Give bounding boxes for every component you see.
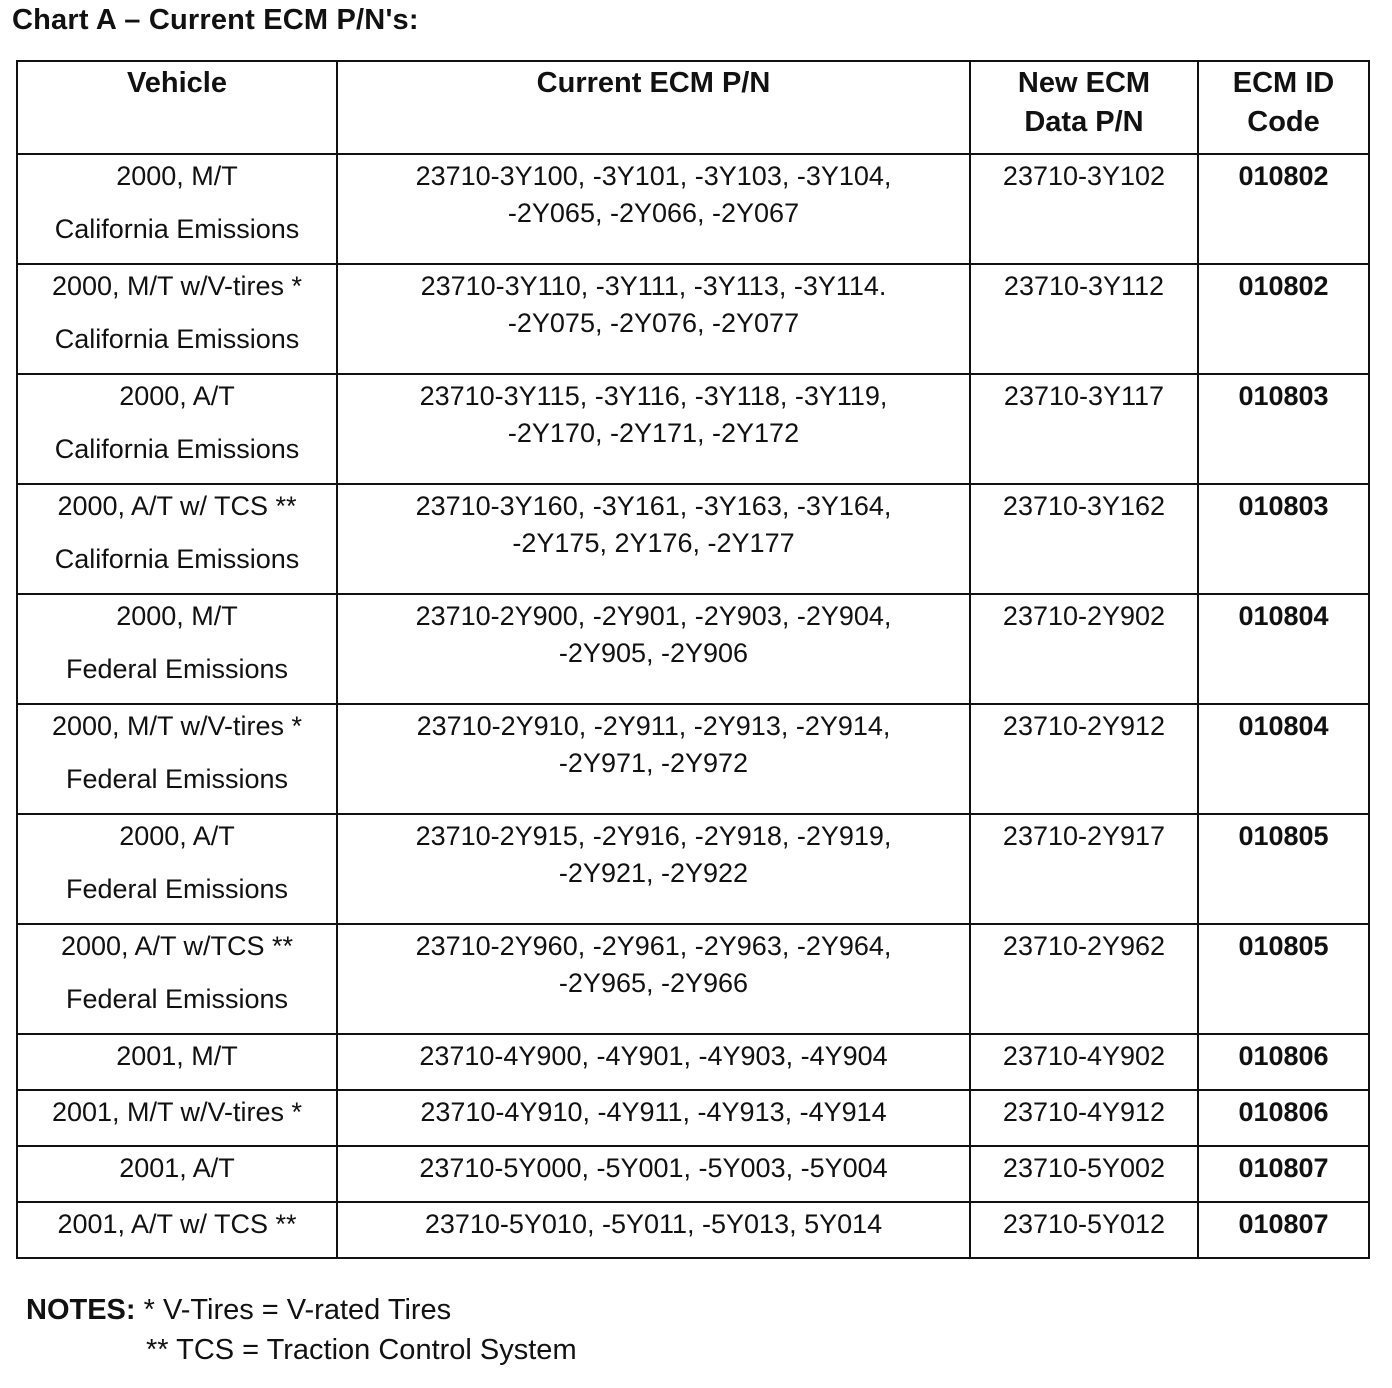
table-row (17, 1034, 1369, 1090)
new-pn-cell: 23710-3Y102 (970, 154, 1198, 264)
ecm-part-number-table (16, 60, 1370, 1259)
id-code-cell: 010802 (1198, 154, 1369, 264)
vehicle-cell: 2001, A/T w/ TCS ** (17, 1202, 337, 1258)
new-pn-cell: 23710-2Y902 (970, 594, 1198, 704)
header-new-line1: New ECM (1017, 67, 1151, 99)
table-row (17, 264, 1369, 374)
current-pn-line2: -2Y965, -2Y966 (558, 968, 749, 998)
current-pn-cell (337, 374, 970, 484)
current-pn-cell: 23710-4Y910, -4Y911, -4Y913, -4Y914 (337, 1090, 970, 1146)
vehicle-line2: California Emissions (54, 434, 300, 464)
vehicle-cell (17, 484, 337, 594)
table-row (17, 484, 1369, 594)
new-pn-cell: 23710-5Y012 (970, 1202, 1198, 1258)
current-pn-line1: 23710-3Y110, -3Y111, -3Y113, -3Y114. (420, 271, 887, 301)
table-row (17, 704, 1369, 814)
notes-line-1 (26, 1290, 577, 1330)
current-pn-cell (337, 814, 970, 924)
header-current-ecm-pn-label: Current ECM P/N (536, 67, 771, 99)
current-pn-line2: -2Y065, -2Y066, -2Y067 (507, 198, 800, 228)
table-row (17, 1202, 1369, 1258)
vehicle-cell: 2001, A/T (17, 1146, 337, 1202)
vehicle-line2: Federal Emissions (65, 984, 289, 1014)
current-pn-cell (337, 704, 970, 814)
header-id-line1: ECM ID (1232, 67, 1335, 99)
current-pn-cell (337, 484, 970, 594)
vehicle-line1: 2000, A/T (119, 381, 235, 411)
table-header-row (17, 61, 1369, 154)
header-current-ecm-pn (337, 61, 970, 154)
new-pn-cell: 23710-4Y902 (970, 1034, 1198, 1090)
current-pn-cell (337, 264, 970, 374)
id-code-cell: 010806 (1198, 1090, 1369, 1146)
current-pn-line1: 23710-2Y960, -2Y961, -2Y963, -2Y964, (415, 931, 892, 961)
current-pn-cell: 23710-5Y000, -5Y001, -5Y003, -5Y004 (337, 1146, 970, 1202)
vehicle-line2: California Emissions (54, 544, 300, 574)
current-pn-line2: -2Y175, 2Y176, -2Y177 (512, 528, 795, 558)
vehicle-cell (17, 814, 337, 924)
notes-section (26, 1290, 577, 1370)
vehicle-line1: 2000, M/T w/V-tires * (51, 711, 303, 741)
new-pn-cell: 23710-3Y117 (970, 374, 1198, 484)
vehicle-line2: Federal Emissions (65, 654, 289, 684)
vehicle-line2: Federal Emissions (65, 764, 289, 794)
current-pn-cell (337, 594, 970, 704)
header-vehicle (17, 61, 337, 154)
header-new-ecm-data-pn (970, 61, 1198, 154)
vehicle-line1: 2000, M/T (116, 161, 238, 191)
header-new-line2: Data P/N (1024, 106, 1144, 138)
id-code-cell: 010805 (1198, 814, 1369, 924)
current-pn-line1: 23710-3Y160, -3Y161, -3Y163, -3Y164, (415, 491, 892, 521)
vehicle-cell (17, 374, 337, 484)
id-code-cell: 010807 (1198, 1146, 1369, 1202)
vehicle-line1: 2000, M/T w/V-tires * (51, 271, 303, 301)
table-row (17, 1146, 1369, 1202)
current-pn-line2: -2Y075, -2Y076, -2Y077 (507, 308, 800, 338)
header-vehicle-label: Vehicle (127, 67, 227, 99)
current-pn-line1: 23710-2Y915, -2Y916, -2Y918, -2Y919, (415, 821, 892, 851)
id-code-cell: 010804 (1198, 704, 1369, 814)
vehicle-line1: 2000, M/T (116, 601, 238, 631)
new-pn-cell: 23710-2Y962 (970, 924, 1198, 1034)
vehicle-line1: 2000, A/T w/TCS ** (60, 931, 294, 961)
id-code-cell: 010805 (1198, 924, 1369, 1034)
current-pn-line1: 23710-2Y900, -2Y901, -2Y903, -2Y904, (415, 601, 892, 631)
table-row (17, 374, 1369, 484)
new-pn-cell: 23710-3Y162 (970, 484, 1198, 594)
header-ecm-id-code (1198, 61, 1369, 154)
vehicle-cell (17, 594, 337, 704)
id-code-cell: 010802 (1198, 264, 1369, 374)
vehicle-cell (17, 924, 337, 1034)
chart-title: Chart A – Current ECM P/N's: (12, 4, 419, 36)
new-pn-cell: 23710-4Y912 (970, 1090, 1198, 1146)
current-pn-line2: -2Y905, -2Y906 (558, 638, 749, 668)
vehicle-cell (17, 154, 337, 264)
vehicle-line2: California Emissions (54, 324, 300, 354)
header-id-line2: Code (1247, 106, 1320, 138)
current-pn-line2: -2Y971, -2Y972 (558, 748, 749, 778)
new-pn-cell: 23710-5Y002 (970, 1146, 1198, 1202)
current-pn-cell (337, 924, 970, 1034)
table-row (17, 924, 1369, 1034)
id-code-cell: 010806 (1198, 1034, 1369, 1090)
current-pn-line2: -2Y921, -2Y922 (558, 858, 749, 888)
current-pn-line2: -2Y170, -2Y171, -2Y172 (507, 418, 800, 448)
current-pn-line1: 23710-3Y100, -3Y101, -3Y103, -3Y104, (415, 161, 892, 191)
current-pn-cell: 23710-4Y900, -4Y901, -4Y903, -4Y904 (337, 1034, 970, 1090)
note-tcs: ** TCS = Traction Control System (146, 1334, 577, 1366)
table-row (17, 594, 1369, 704)
vehicle-cell (17, 704, 337, 814)
vehicle-line2: Federal Emissions (65, 874, 289, 904)
vehicle-line2: California Emissions (54, 214, 300, 244)
new-pn-cell: 23710-3Y112 (970, 264, 1198, 374)
id-code-cell: 010807 (1198, 1202, 1369, 1258)
new-pn-cell: 23710-2Y917 (970, 814, 1198, 924)
current-pn-cell (337, 154, 970, 264)
vehicle-cell: 2001, M/T (17, 1034, 337, 1090)
notes-label: NOTES: (26, 1294, 136, 1326)
table-row (17, 814, 1369, 924)
vehicle-line1: 2000, A/T (119, 821, 235, 851)
current-pn-line1: 23710-3Y115, -3Y116, -3Y118, -3Y119, (419, 381, 888, 411)
table-row (17, 154, 1369, 264)
vehicle-cell: 2001, M/T w/V-tires * (17, 1090, 337, 1146)
table-row (17, 1090, 1369, 1146)
id-code-cell: 010803 (1198, 484, 1369, 594)
note-v-tires: * V-Tires = V-rated Tires (143, 1294, 452, 1326)
current-pn-cell: 23710-5Y010, -5Y011, -5Y013, 5Y014 (337, 1202, 970, 1258)
new-pn-cell: 23710-2Y912 (970, 704, 1198, 814)
id-code-cell: 010804 (1198, 594, 1369, 704)
vehicle-line1: 2000, A/T w/ TCS ** (57, 491, 297, 521)
id-code-cell: 010803 (1198, 374, 1369, 484)
vehicle-cell (17, 264, 337, 374)
current-pn-line1: 23710-2Y910, -2Y911, -2Y913, -2Y914, (416, 711, 891, 741)
